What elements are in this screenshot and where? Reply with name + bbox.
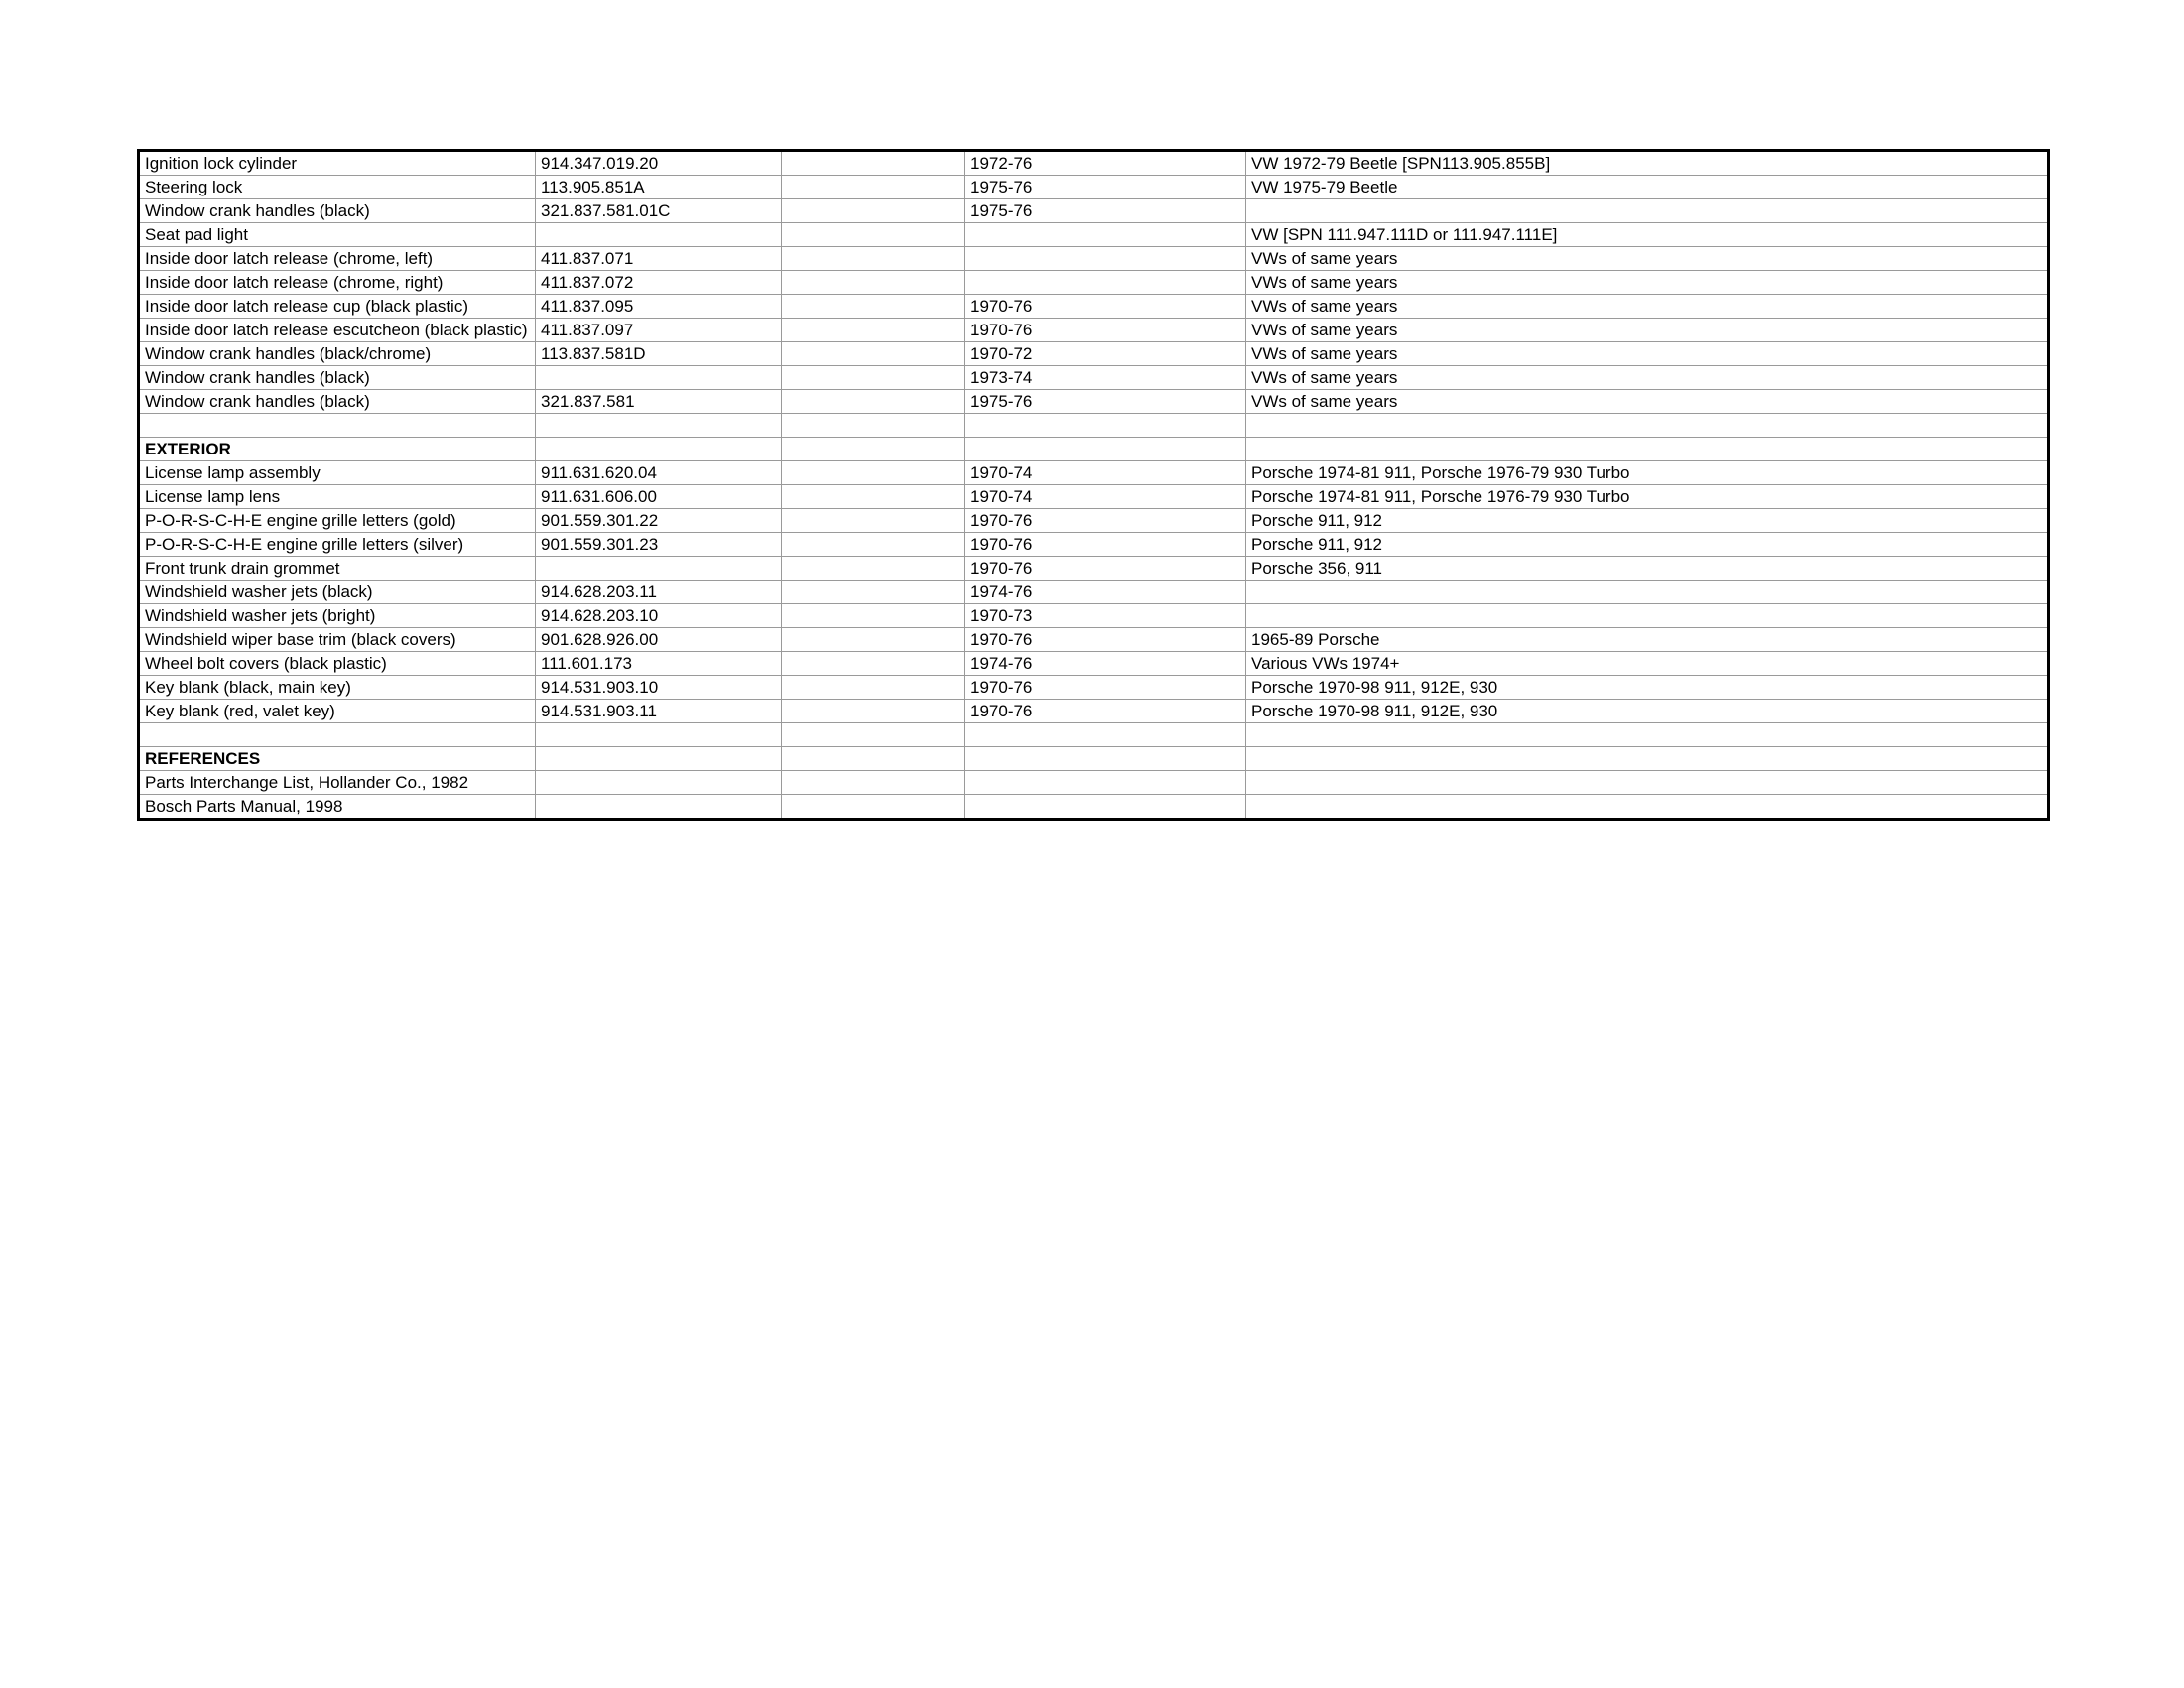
years-cell: 1974-76 — [965, 652, 1246, 676]
table-row — [139, 151, 2049, 176]
description-cell: Inside door latch release escutcheon (black plastic) — [139, 319, 536, 342]
part-number-cell: 411.837.071 — [536, 247, 782, 271]
blank-cell — [782, 176, 965, 199]
description-cell: Seat pad light — [139, 223, 536, 247]
blank-cell — [782, 747, 965, 771]
part-number-cell — [536, 366, 782, 390]
description-cell: P-O-R-S-C-H-E engine grille letters (silver) — [139, 533, 536, 557]
blank-cell — [782, 723, 965, 747]
table-row — [139, 247, 2049, 271]
spacer-row — [139, 414, 2049, 438]
description-cell: Windshield washer jets (bright) — [139, 604, 536, 628]
notes-cell — [1246, 438, 2049, 461]
description-cell: Wheel bolt covers (black plastic) — [139, 652, 536, 676]
table-row — [139, 223, 2049, 247]
notes-cell — [1246, 581, 2049, 604]
description-cell: Window crank handles (black) — [139, 366, 536, 390]
table-row — [139, 319, 2049, 342]
description-cell: Windshield wiper base trim (black covers) — [139, 628, 536, 652]
years-cell: 1970-74 — [965, 485, 1246, 509]
part-number-cell: 914.531.903.10 — [536, 676, 782, 700]
table-row — [139, 295, 2049, 319]
years-cell: 1972-76 — [965, 151, 1246, 176]
description-cell: Steering lock — [139, 176, 536, 199]
blank-cell — [782, 700, 965, 723]
blank-cell — [782, 604, 965, 628]
notes-cell: Porsche 1970-98 911, 912E, 930 — [1246, 700, 2049, 723]
years-cell: 1973-74 — [965, 366, 1246, 390]
part-number-cell — [536, 557, 782, 581]
blank-cell — [782, 151, 965, 176]
notes-cell: VWs of same years — [1246, 342, 2049, 366]
notes-cell: VWs of same years — [1246, 247, 2049, 271]
part-number-cell: 901.559.301.23 — [536, 533, 782, 557]
blank-cell — [782, 461, 965, 485]
table-row — [139, 628, 2049, 652]
description-cell: Windshield washer jets (black) — [139, 581, 536, 604]
description-cell: Front trunk drain grommet — [139, 557, 536, 581]
table-row — [139, 557, 2049, 581]
years-cell: 1970-76 — [965, 509, 1246, 533]
notes-cell — [1246, 795, 2049, 820]
blank-cell — [782, 676, 965, 700]
part-number-cell — [536, 223, 782, 247]
notes-cell — [1246, 771, 2049, 795]
years-cell: 1970-76 — [965, 319, 1246, 342]
description-cell: REFERENCES — [139, 747, 536, 771]
blank-cell — [782, 581, 965, 604]
part-number-cell: 914.531.903.11 — [536, 700, 782, 723]
table-row — [139, 176, 2049, 199]
part-number-cell — [536, 747, 782, 771]
table-row — [139, 581, 2049, 604]
part-number-cell: 321.837.581.01C — [536, 199, 782, 223]
notes-cell: VW 1972-79 Beetle [SPN113.905.855B] — [1246, 151, 2049, 176]
description-cell — [139, 414, 536, 438]
description-cell: License lamp lens — [139, 485, 536, 509]
description-cell: Inside door latch release (chrome, left) — [139, 247, 536, 271]
parts-interchange-table — [137, 149, 2050, 821]
table-row — [139, 533, 2049, 557]
years-cell — [965, 438, 1246, 461]
table-row — [139, 461, 2049, 485]
description-cell: Key blank (black, main key) — [139, 676, 536, 700]
part-number-cell — [536, 414, 782, 438]
blank-cell — [782, 247, 965, 271]
table-row — [139, 509, 2049, 533]
years-cell — [965, 795, 1246, 820]
description-cell — [139, 723, 536, 747]
blank-cell — [782, 199, 965, 223]
part-number-cell: 911.631.620.04 — [536, 461, 782, 485]
years-cell — [965, 747, 1246, 771]
section-row — [139, 438, 2049, 461]
blank-cell — [782, 390, 965, 414]
blank-cell — [782, 795, 965, 820]
blank-cell — [782, 414, 965, 438]
notes-cell: Porsche 1970-98 911, 912E, 930 — [1246, 676, 2049, 700]
part-number-cell — [536, 795, 782, 820]
blank-cell — [782, 771, 965, 795]
part-number-cell: 111.601.173 — [536, 652, 782, 676]
years-cell: 1970-76 — [965, 557, 1246, 581]
blank-cell — [782, 652, 965, 676]
notes-cell: Porsche 356, 911 — [1246, 557, 2049, 581]
notes-cell: Porsche 1974-81 911, Porsche 1976-79 930 Turbo — [1246, 485, 2049, 509]
table-row — [139, 676, 2049, 700]
table-row — [139, 795, 2049, 820]
part-number-cell — [536, 723, 782, 747]
description-cell: Window crank handles (black) — [139, 390, 536, 414]
blank-cell — [782, 342, 965, 366]
notes-cell — [1246, 604, 2049, 628]
notes-cell: Various VWs 1974+ — [1246, 652, 2049, 676]
parts-table-body — [139, 151, 2049, 820]
blank-cell — [782, 366, 965, 390]
years-cell: 1970-74 — [965, 461, 1246, 485]
years-cell: 1970-76 — [965, 533, 1246, 557]
description-cell: Parts Interchange List, Hollander Co., 1982 — [139, 771, 536, 795]
notes-cell: VW 1975-79 Beetle — [1246, 176, 2049, 199]
years-cell: 1975-76 — [965, 199, 1246, 223]
table-row — [139, 771, 2049, 795]
description-cell: EXTERIOR — [139, 438, 536, 461]
table-row — [139, 342, 2049, 366]
table-row — [139, 700, 2049, 723]
description-cell: Window crank handles (black/chrome) — [139, 342, 536, 366]
years-cell — [965, 271, 1246, 295]
years-cell: 1970-76 — [965, 295, 1246, 319]
blank-cell — [782, 319, 965, 342]
blank-cell — [782, 485, 965, 509]
blank-cell — [782, 438, 965, 461]
part-number-cell: 914.628.203.11 — [536, 581, 782, 604]
part-number-cell: 914.628.203.10 — [536, 604, 782, 628]
spacer-row — [139, 723, 2049, 747]
notes-cell: VWs of same years — [1246, 319, 2049, 342]
table-row — [139, 199, 2049, 223]
years-cell — [965, 414, 1246, 438]
blank-cell — [782, 271, 965, 295]
notes-cell — [1246, 723, 2049, 747]
years-cell: 1975-76 — [965, 176, 1246, 199]
table-row — [139, 271, 2049, 295]
description-cell: Inside door latch release cup (black plastic) — [139, 295, 536, 319]
notes-cell: VWs of same years — [1246, 366, 2049, 390]
notes-cell: VWs of same years — [1246, 271, 2049, 295]
table-row — [139, 390, 2049, 414]
description-cell: Ignition lock cylinder — [139, 151, 536, 176]
notes-cell: VW [SPN 111.947.111D or 111.947.111E] — [1246, 223, 2049, 247]
part-number-cell: 411.837.095 — [536, 295, 782, 319]
blank-cell — [782, 509, 965, 533]
section-row — [139, 747, 2049, 771]
notes-cell: VWs of same years — [1246, 390, 2049, 414]
notes-cell: Porsche 1974-81 911, Porsche 1976-79 930 Turbo — [1246, 461, 2049, 485]
years-cell: 1970-76 — [965, 700, 1246, 723]
part-number-cell — [536, 771, 782, 795]
part-number-cell: 411.837.072 — [536, 271, 782, 295]
description-cell: Key blank (red, valet key) — [139, 700, 536, 723]
notes-cell — [1246, 199, 2049, 223]
part-number-cell — [536, 438, 782, 461]
blank-cell — [782, 295, 965, 319]
part-number-cell: 911.631.606.00 — [536, 485, 782, 509]
years-cell: 1970-76 — [965, 676, 1246, 700]
description-cell: Window crank handles (black) — [139, 199, 536, 223]
part-number-cell: 113.905.851A — [536, 176, 782, 199]
parts-table-sheet — [137, 149, 2047, 821]
table-row — [139, 485, 2049, 509]
description-cell: License lamp assembly — [139, 461, 536, 485]
description-cell: Bosch Parts Manual, 1998 — [139, 795, 536, 820]
blank-cell — [782, 533, 965, 557]
part-number-cell: 411.837.097 — [536, 319, 782, 342]
years-cell — [965, 771, 1246, 795]
years-cell: 1974-76 — [965, 581, 1246, 604]
table-row — [139, 652, 2049, 676]
notes-cell: Porsche 911, 912 — [1246, 509, 2049, 533]
notes-cell: 1965-89 Porsche — [1246, 628, 2049, 652]
blank-cell — [782, 557, 965, 581]
notes-cell: VWs of same years — [1246, 295, 2049, 319]
part-number-cell: 901.559.301.22 — [536, 509, 782, 533]
notes-cell: Porsche 911, 912 — [1246, 533, 2049, 557]
blank-cell — [782, 628, 965, 652]
description-cell: Inside door latch release (chrome, right) — [139, 271, 536, 295]
years-cell — [965, 223, 1246, 247]
part-number-cell: 321.837.581 — [536, 390, 782, 414]
years-cell: 1970-72 — [965, 342, 1246, 366]
blank-cell — [782, 223, 965, 247]
years-cell: 1975-76 — [965, 390, 1246, 414]
table-row — [139, 604, 2049, 628]
part-number-cell: 914.347.019.20 — [536, 151, 782, 176]
notes-cell — [1246, 414, 2049, 438]
notes-cell — [1246, 747, 2049, 771]
years-cell — [965, 723, 1246, 747]
table-row — [139, 366, 2049, 390]
years-cell: 1970-73 — [965, 604, 1246, 628]
years-cell — [965, 247, 1246, 271]
part-number-cell: 901.628.926.00 — [536, 628, 782, 652]
description-cell: P-O-R-S-C-H-E engine grille letters (gold) — [139, 509, 536, 533]
part-number-cell: 113.837.581D — [536, 342, 782, 366]
years-cell: 1970-76 — [965, 628, 1246, 652]
